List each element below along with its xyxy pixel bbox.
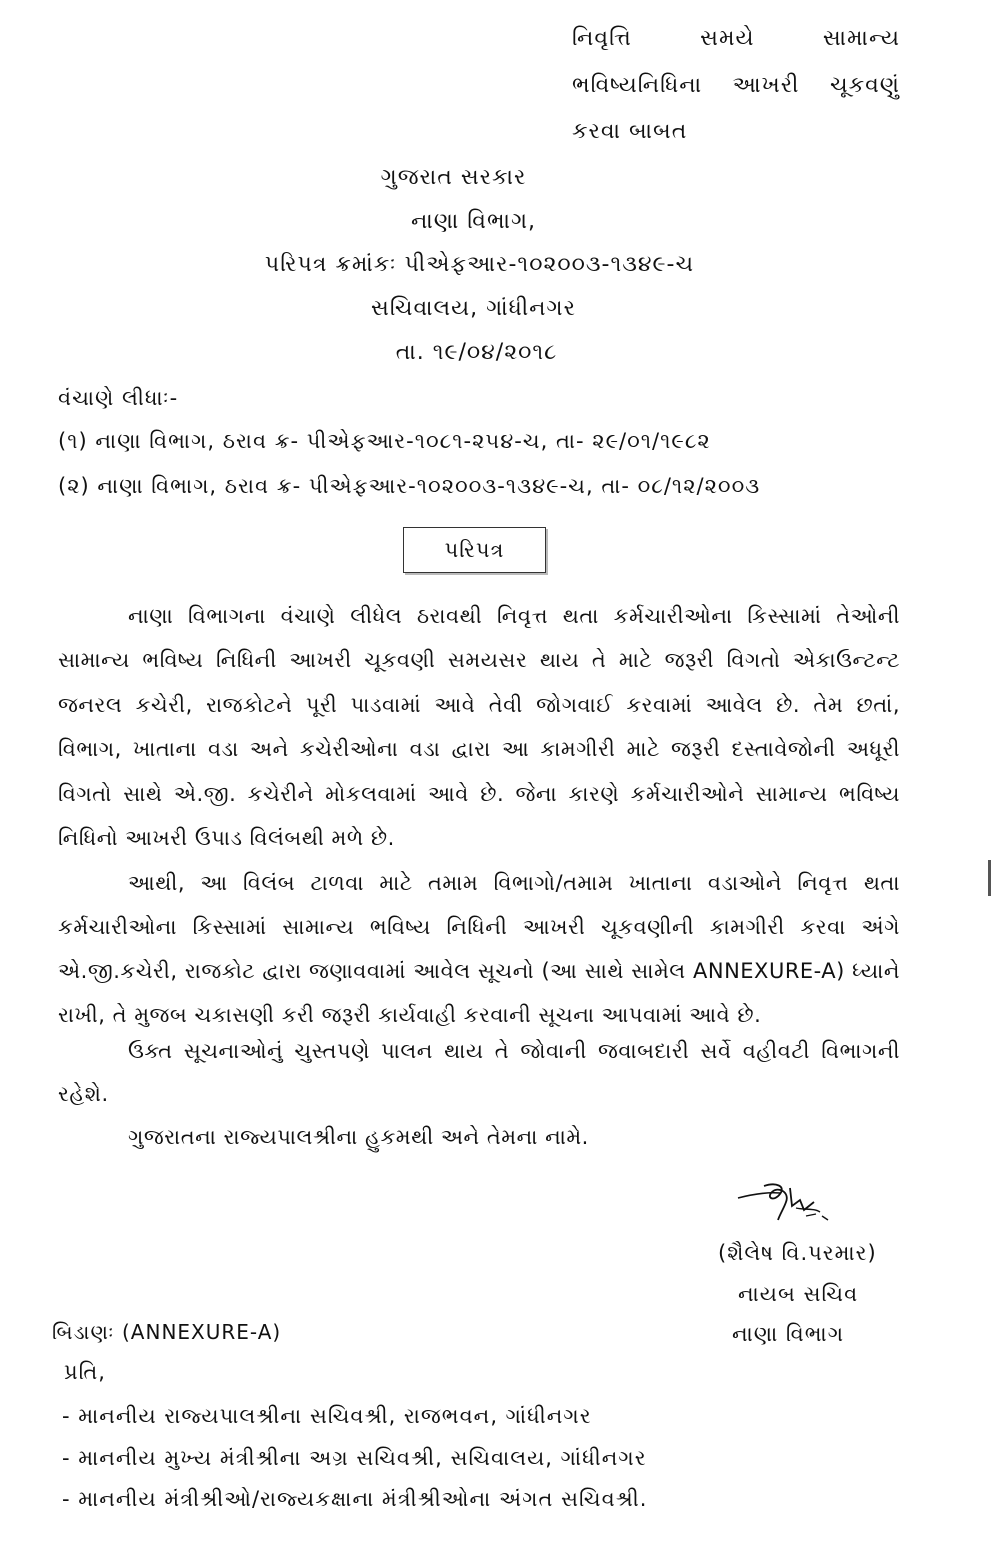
reference-item-1: (૧) નાણા વિભાગ, ઠરાવ ક્ર- પીએફઆર-૧૦૮૧-૨૫૪-ચ, તા- ૨૯/૦૧/૧૯૮૨: [58, 429, 711, 453]
enclosure-line: બિડાણઃ (ANNEXURE-A): [52, 1320, 282, 1344]
signatory-name: (શૈલેષ વિ.પરમાર): [718, 1241, 877, 1265]
government-name: ગુજરાત સરકાર: [380, 165, 527, 190]
para1-line-4: વિભાગ, ખાતાના વડા અને કચેરીઓના વડા દ્વારા આ કામગીરી માટે જરૂરી દસ્તાવેજોની અધૂરી: [58, 737, 900, 761]
department-name: નાણા વિભાગ,: [410, 209, 537, 234]
signature-scribble: [734, 1180, 834, 1228]
subject-line-3: કરવા બાબત: [572, 119, 688, 144]
reference-item-2: (૨) નાણા વિભાગ, ઠરાવ ક્ર- પીએફઆર-૧૦૨૦૦૩-૧૩૪૯-ચ, તા- ૦૮/૧૨/૨૦૦૩: [58, 474, 761, 498]
subject-line-2: ભવિષ્યનિધિના આખરી ચૂકવણું: [572, 73, 900, 98]
signatory-department: નાણા વિભાગ: [732, 1322, 845, 1346]
issue-date: તા. ૧૯/૦૪/૨૦૧૮: [395, 340, 558, 365]
recipient-item-2: - માનનીય મુખ્ય મંત્રીશ્રીના અગ્ર સચિવશ્રી, સચિવાલય, ગાંધીનગર: [62, 1446, 647, 1470]
para1-line-6: નિધિનો આખરી ઉપાડ વિલંબથી મળે છે.: [58, 826, 395, 850]
recipient-item-3: - માનનીય મંત્રીશ્રીઓ/રાજ્યકક્ષાના મંત્રીશ્રીઓના અંગત સચિવશ્રી.: [62, 1487, 648, 1511]
para1-line-3: જનરલ કચેરી, રાજકોટને પૂરી પાડવામાં આવે તેવી જોગવાઈ કરવામાં આવેલ છે. તેમ છતાં,: [58, 693, 900, 717]
scan-edge-mark: [988, 860, 991, 896]
para4-line: ગુજરાતના રાજ્યપાલશ્રીના હુકમથી અને તેમના નામે.: [128, 1125, 589, 1149]
para1-line-2: સામાન્ય ભવિષ્ય નિધિની આખરી ચૂકવણી સમયસર થાય તે માટે જરૂરી વિગતો એકાઉન્ટન્ટ: [58, 648, 900, 672]
circular-title: પરિપત્ર: [444, 537, 505, 562]
signatory-designation: નાયબ સચિવ: [738, 1282, 859, 1306]
para2-line-3: એ.જી.કચેરી, રાજકોટ દ્વારા જણાવવામાં આવેલ સૂચનો (આ સાથે સામેલ ANNEXURE-A) ધ્યાને: [58, 959, 900, 983]
para1-line-5: વિગતો સાથે એ.જી. કચેરીને મોકલવામાં આવે છે. જેના કારણે કર્મચારીઓને સામાન્ય ભવિષ્ય: [58, 782, 900, 806]
recipients-heading: પ્રતિ,: [64, 1360, 106, 1384]
para3-line-1: ઉક્ત સૂચનાઓનું ચુસ્તપણે પાલન થાય તે જોવાની જવાબદારી સર્વે વહીવટી વિભાગની: [128, 1039, 900, 1063]
circular-title-box: [403, 527, 546, 573]
references-heading: વંચાણે લીધાઃ-: [58, 386, 179, 410]
circular-number: પરિપત્ર ક્રમાંકઃ પીએફઆર-૧૦૨૦૦૩-૧૩૪૯-ચ: [264, 252, 695, 277]
para2-line-4: રાખી, તે મુજબ ચકાસણી કરી જરૂરી કાર્યવાહી કરવાની સૂચના આપવામાં આવે છે.: [58, 1003, 762, 1027]
para3-line-2: રહેશે.: [58, 1082, 109, 1106]
para1-line-1: નાણા વિભાગના વંચાણે લીધેલ ઠરાવથી નિવૃત્ત થતા કર્મચારીઓના કિસ્સામાં તેઓની: [128, 604, 900, 628]
recipient-item-1: - માનનીય રાજ્યપાલશ્રીના સચિવશ્રી, રાજભવન, ગાંધીનગર: [62, 1404, 592, 1428]
issue-place: સચિવાલય, ગાંધીનગર: [371, 296, 576, 321]
subject-line-1: નિવૃત્તિ સમયે સામાન્ય: [572, 26, 900, 51]
para2-line-2: કર્મચારીઓના કિસ્સામાં સામાન્ય ભવિષ્ય નિધિની આખરી ચૂકવણીની કામગીરી કરવા અંગે: [58, 915, 900, 939]
para2-line-1: આથી, આ વિલંબ ટાળવા માટે તમામ વિભાગો/તમામ ખાતાના વડાઓને નિવૃત્ત થતા: [128, 871, 900, 895]
